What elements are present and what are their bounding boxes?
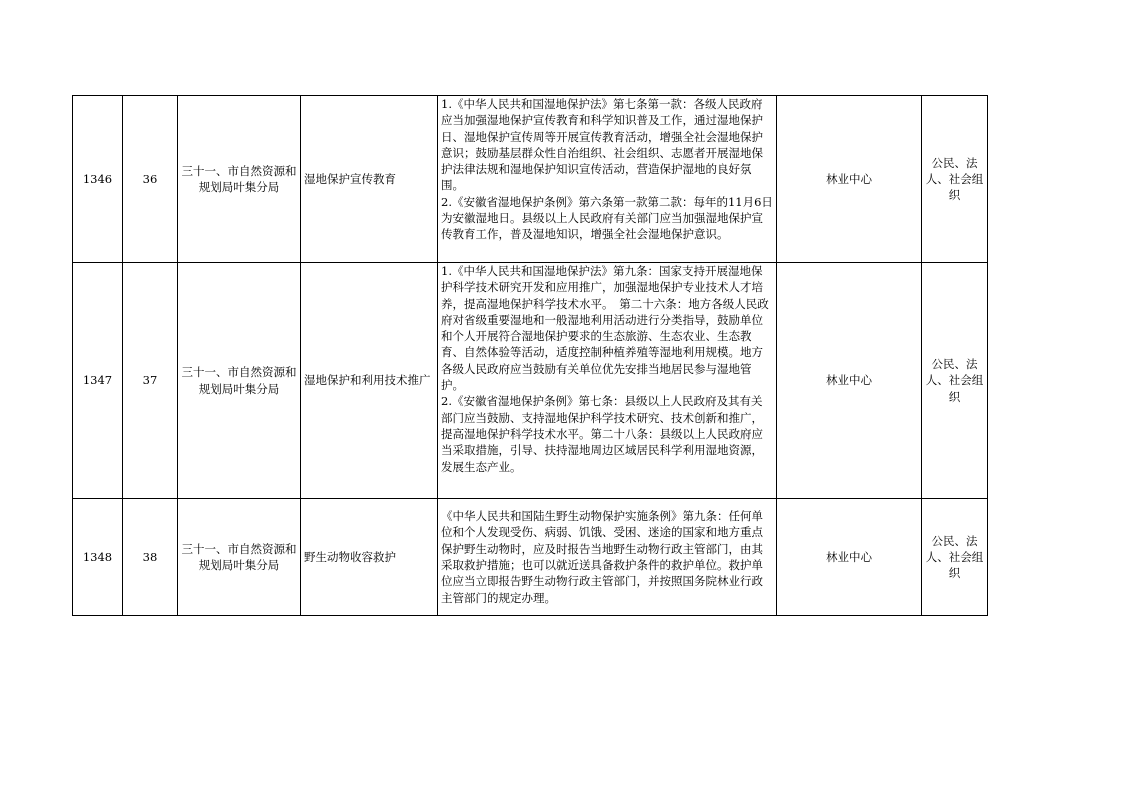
legal-basis-clause: 2.《安徽省湿地保护条例》第六条第一款第二款：每年的11月6日为安徽湿地日。县级以上人民政府有关部门应当加强湿地保护宣传教育工作，普及湿地知识，增强全社会湿地保护意识。 bbox=[441, 194, 773, 242]
row-responsible-unit: 林业中心 bbox=[777, 263, 922, 499]
row-item-number: 37 bbox=[123, 263, 178, 499]
row-service-target: 公民、法人、社会组织 bbox=[922, 499, 988, 616]
row-item-name: 野生动物收容救护 bbox=[301, 499, 438, 616]
table-row bbox=[73, 499, 988, 616]
table-row bbox=[73, 263, 988, 499]
row-seq-number: 1346 bbox=[73, 96, 123, 263]
row-seq-number: 1348 bbox=[73, 499, 123, 616]
table-row bbox=[73, 96, 988, 263]
service-items-table bbox=[72, 95, 988, 616]
legal-basis-clause: 1.《中华人民共和国湿地保护法》第七条第一款：各级人民政府应当加强湿地保护宣传教育和科学知识普及工作，通过湿地保护日、湿地保护宣传周等开展宣传教育活动，增强全社会湿地保护意识；鼓励基层群众性自治组织、社会组织、志愿者开展湿地保护法律法规和湿地保护知识宣传活动，营造保护湿地的良好氛围。 bbox=[441, 97, 763, 193]
row-item-name: 湿地保护和利用技术推广 bbox=[301, 263, 438, 499]
row-department: 三十一、市自然资源和规划局叶集分局 bbox=[178, 96, 301, 263]
row-seq-number: 1347 bbox=[73, 263, 123, 499]
row-legal-basis bbox=[438, 263, 777, 499]
row-service-target: 公民、法人、社会组织 bbox=[922, 263, 988, 499]
row-item-number: 36 bbox=[123, 96, 178, 263]
row-responsible-unit: 林业中心 bbox=[777, 499, 922, 616]
row-legal-basis bbox=[438, 499, 777, 616]
row-item-number: 38 bbox=[123, 499, 178, 616]
row-legal-basis bbox=[438, 96, 777, 263]
legal-basis-clause: 1.《中华人民共和国湿地保护法》第九条：国家支持开展湿地保护科学技术研究开发和应用推广，加强湿地保护专业技术人才培养，提高湿地保护科学技术水平。 第二十六条：地方各级人民政府对省级重要湿地和一般湿地利用活动进行分类指导，鼓励单位和个人开展符合湿地保护要求的生态旅游、生态农业、生态教育、自然体验等活动，适度控制种植养殖等湿地利用规模。地方各级人民政府应当鼓励有关单位优先安排当地居民参与湿地管护。 bbox=[441, 264, 769, 393]
row-responsible-unit: 林业中心 bbox=[777, 96, 922, 263]
row-department: 三十一、市自然资源和规划局叶集分局 bbox=[178, 263, 301, 499]
legal-basis-clause: 2.《安徽省湿地保护条例》第七条：县级以上人民政府及其有关部门应当鼓励、支持湿地保护科学技术研究、技术创新和推广，提高湿地保护科学技术水平。第二十八条：县级以上人民政府应当采取措施，引导、扶持湿地周边区域居民科学利用湿地资源，发展生态产业。 bbox=[441, 394, 763, 474]
legal-basis-clause: 《中华人民共和国陆生野生动物保护实施条例》第九条：任何单位和个人发现受伤、病弱、饥饿、受困、迷途的国家和地方重点保护野生动物时，应及时报告当地野生动物行政主管部门，由其采取救护措施；也可以就近送具备救护条件的救护单位。救护单位应当立即报告野生动物行政主管部门，并按照国务院林业行政主管部门的规定办理。 bbox=[441, 509, 763, 605]
row-item-name: 湿地保护宣传教育 bbox=[301, 96, 438, 263]
row-service-target: 公民、法人、社会组织 bbox=[922, 96, 988, 263]
row-department: 三十一、市自然资源和规划局叶集分局 bbox=[178, 499, 301, 616]
